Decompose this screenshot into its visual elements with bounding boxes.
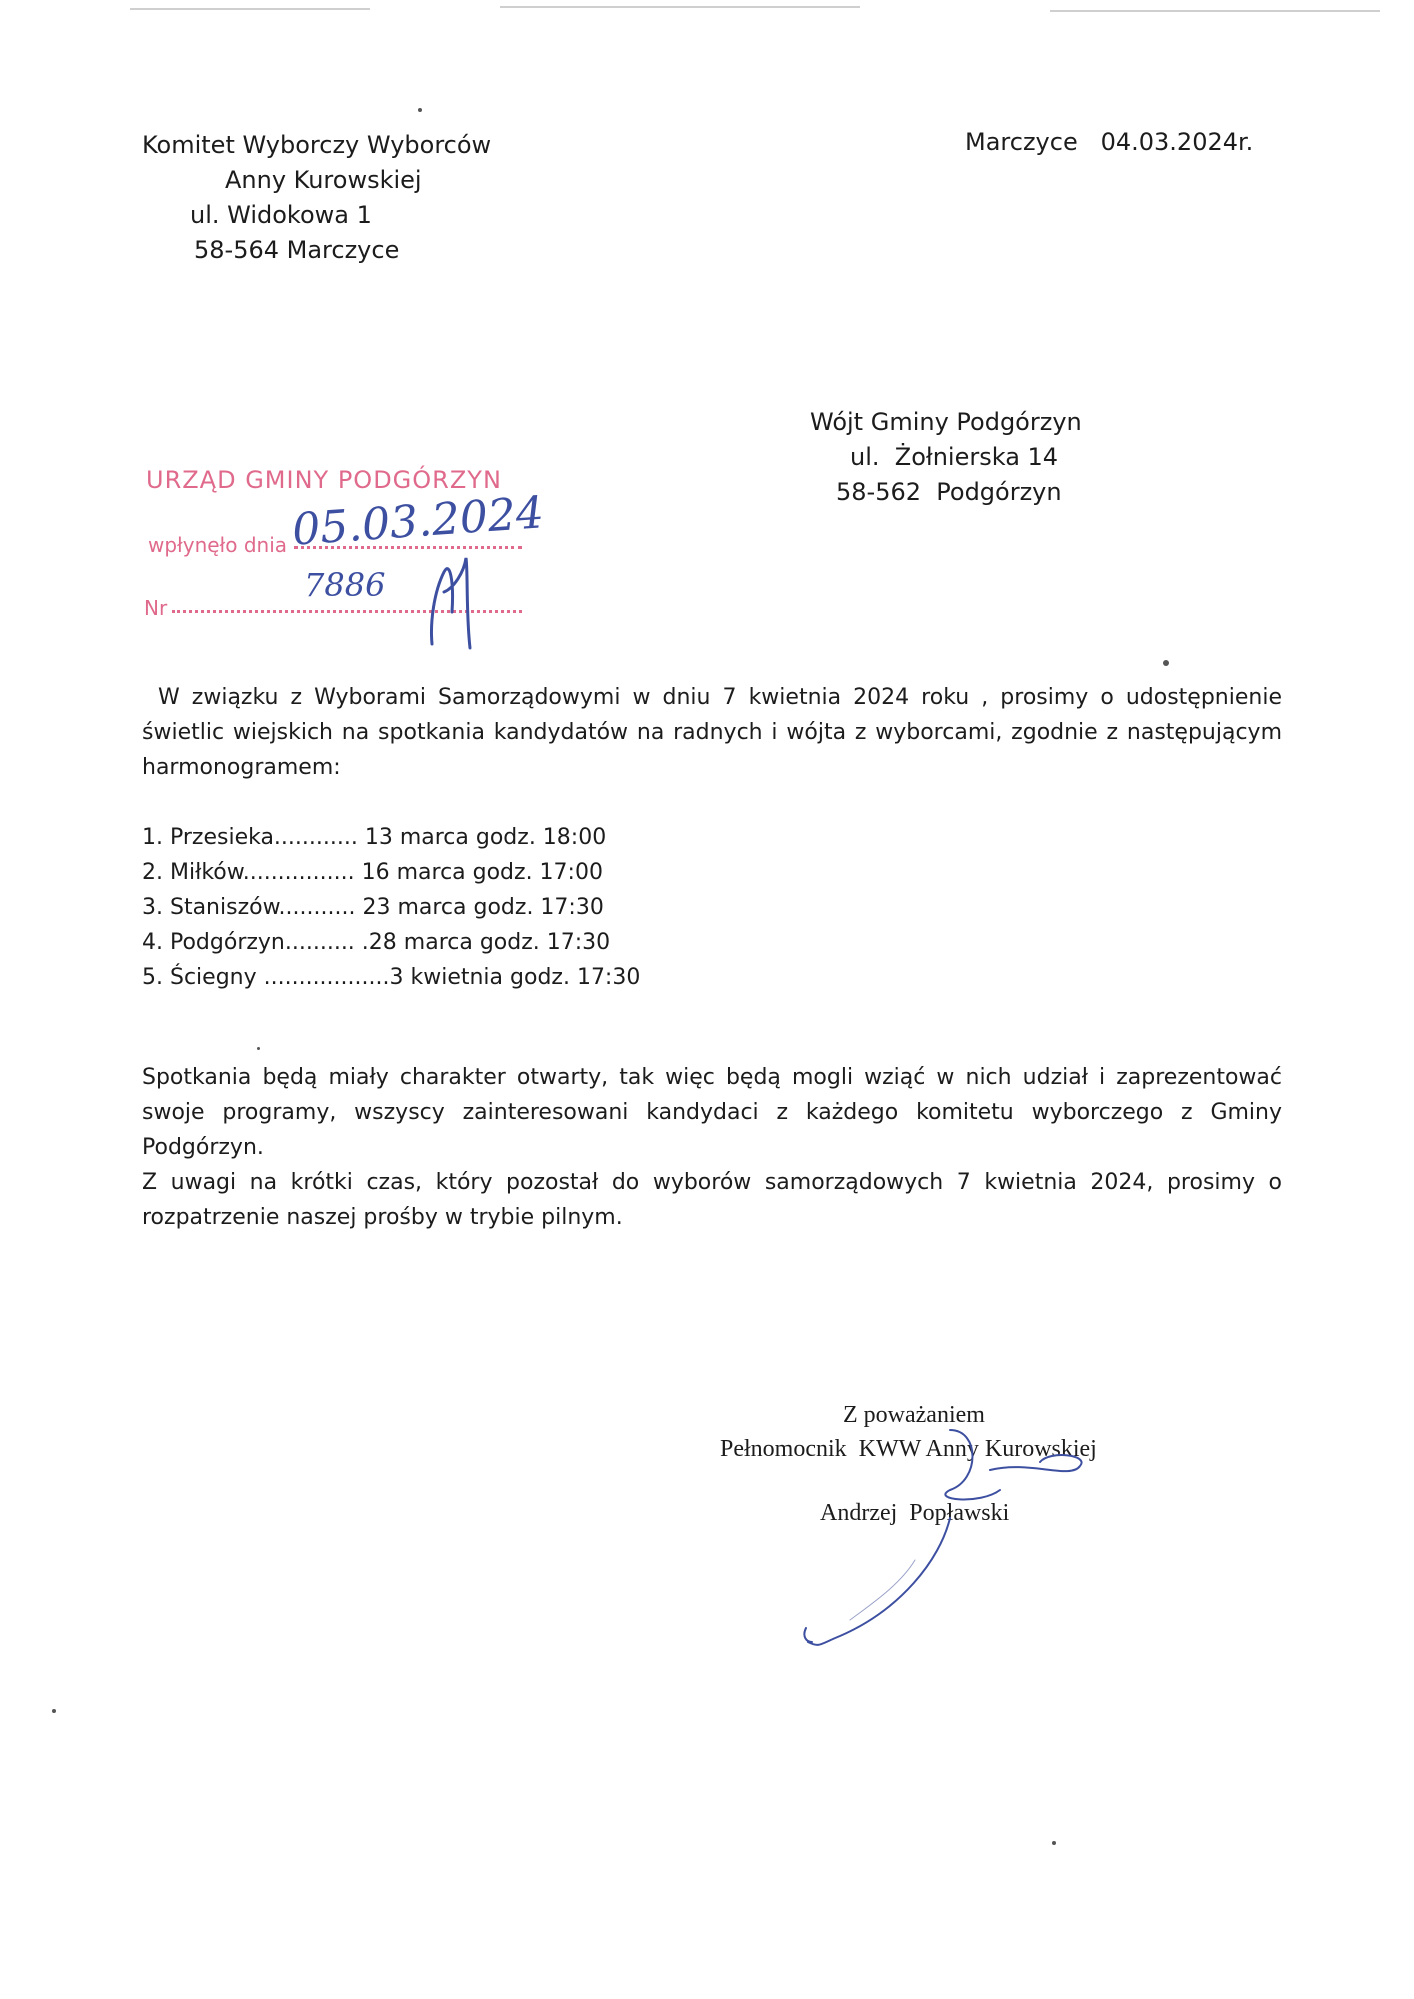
signer-role: Pełnomocnik KWW Anny Kurowskiej: [720, 1436, 1097, 1462]
schedule-item: 1. Przesieka............ 13 marca godz. 18:00: [142, 825, 607, 850]
sender-address: [142, 128, 491, 268]
schedule-item: 5. Ściegny ..................3 kwietnia godz. 17:30: [142, 965, 641, 990]
stamp-number-label: Nr: [144, 596, 168, 620]
stamp-initials-signature: [404, 552, 494, 652]
stamp-office-name: URZĄD GMINY PODGÓRZYN: [146, 466, 502, 494]
recipient-city: 58-562 Podgórzyn: [836, 478, 1062, 506]
closing-salutation: Z poważaniem: [843, 1402, 985, 1428]
handwritten-signature: [750, 1410, 1200, 1670]
stamp-handwritten-number: 7886: [304, 566, 386, 604]
scan-speck: [257, 1047, 260, 1050]
schedule-item: 2. Miłków................ 16 marca godz. 17:00: [142, 860, 603, 885]
recipient-address: [810, 405, 1082, 510]
scan-edge-line: [1050, 10, 1380, 12]
request-paragraph: W związku z Wyborami Samorządowymi w dniu 7 kwietnia 2024 roku , prosimy o udostępnienie świetlic wiejskich na spotkania kandydatów na radnych i wójta z wyborcami, zgodnie z następującym harmonogramem:: [142, 685, 1282, 780]
place-date: Marczyce 04.03.2024r.: [965, 128, 1254, 156]
scan-edge-line: [130, 8, 370, 10]
recipient-street: ul. Żołnierska 14: [850, 443, 1059, 471]
scan-speck: [1052, 1841, 1056, 1845]
recipient-title: Wójt Gminy Podgórzyn: [810, 408, 1082, 436]
stamp-received-label: wpłynęło dnia: [148, 533, 288, 557]
open-meetings-paragraph: Spotkania będą miały charakter otwarty, tak więc będą mogli wziąć w nich udział i zaprezentować swoje programy, wszyscy zainteresowani kandydaci z każdego komitetu wyborczego z Gminy Podgórzyn.: [142, 1065, 1282, 1160]
scan-speck: [1163, 660, 1169, 666]
scan-speck: [52, 1709, 56, 1713]
sender-city: 58-564 Marczyce: [194, 236, 400, 264]
stamp-handwritten-date: 05.03.2024: [290, 487, 546, 556]
signer-name: Andrzej Popławski: [820, 1500, 1010, 1526]
received-stamp: [136, 466, 556, 656]
sender-committee: Komitet Wyborczy Wyborców: [142, 131, 492, 159]
schedule-item: 3. Staniszów........... 23 marca godz. 17:30: [142, 895, 604, 920]
urgency-paragraph: Z uwagi na krótki czas, który pozostał do wyborów samorządowych 7 kwietnia 2024, prosimy o rozpatrzenie naszej prośby w trybie pilnym.: [142, 1170, 1282, 1230]
scan-speck: [418, 108, 422, 112]
sender-street: ul. Widokowa 1: [190, 201, 372, 229]
meeting-schedule: [142, 820, 640, 995]
schedule-item: 4. Podgórzyn.......... .28 marca godz. 17:30: [142, 930, 611, 955]
scan-edge-line: [500, 6, 860, 8]
sender-name: Anny Kurowskiej: [225, 166, 422, 194]
